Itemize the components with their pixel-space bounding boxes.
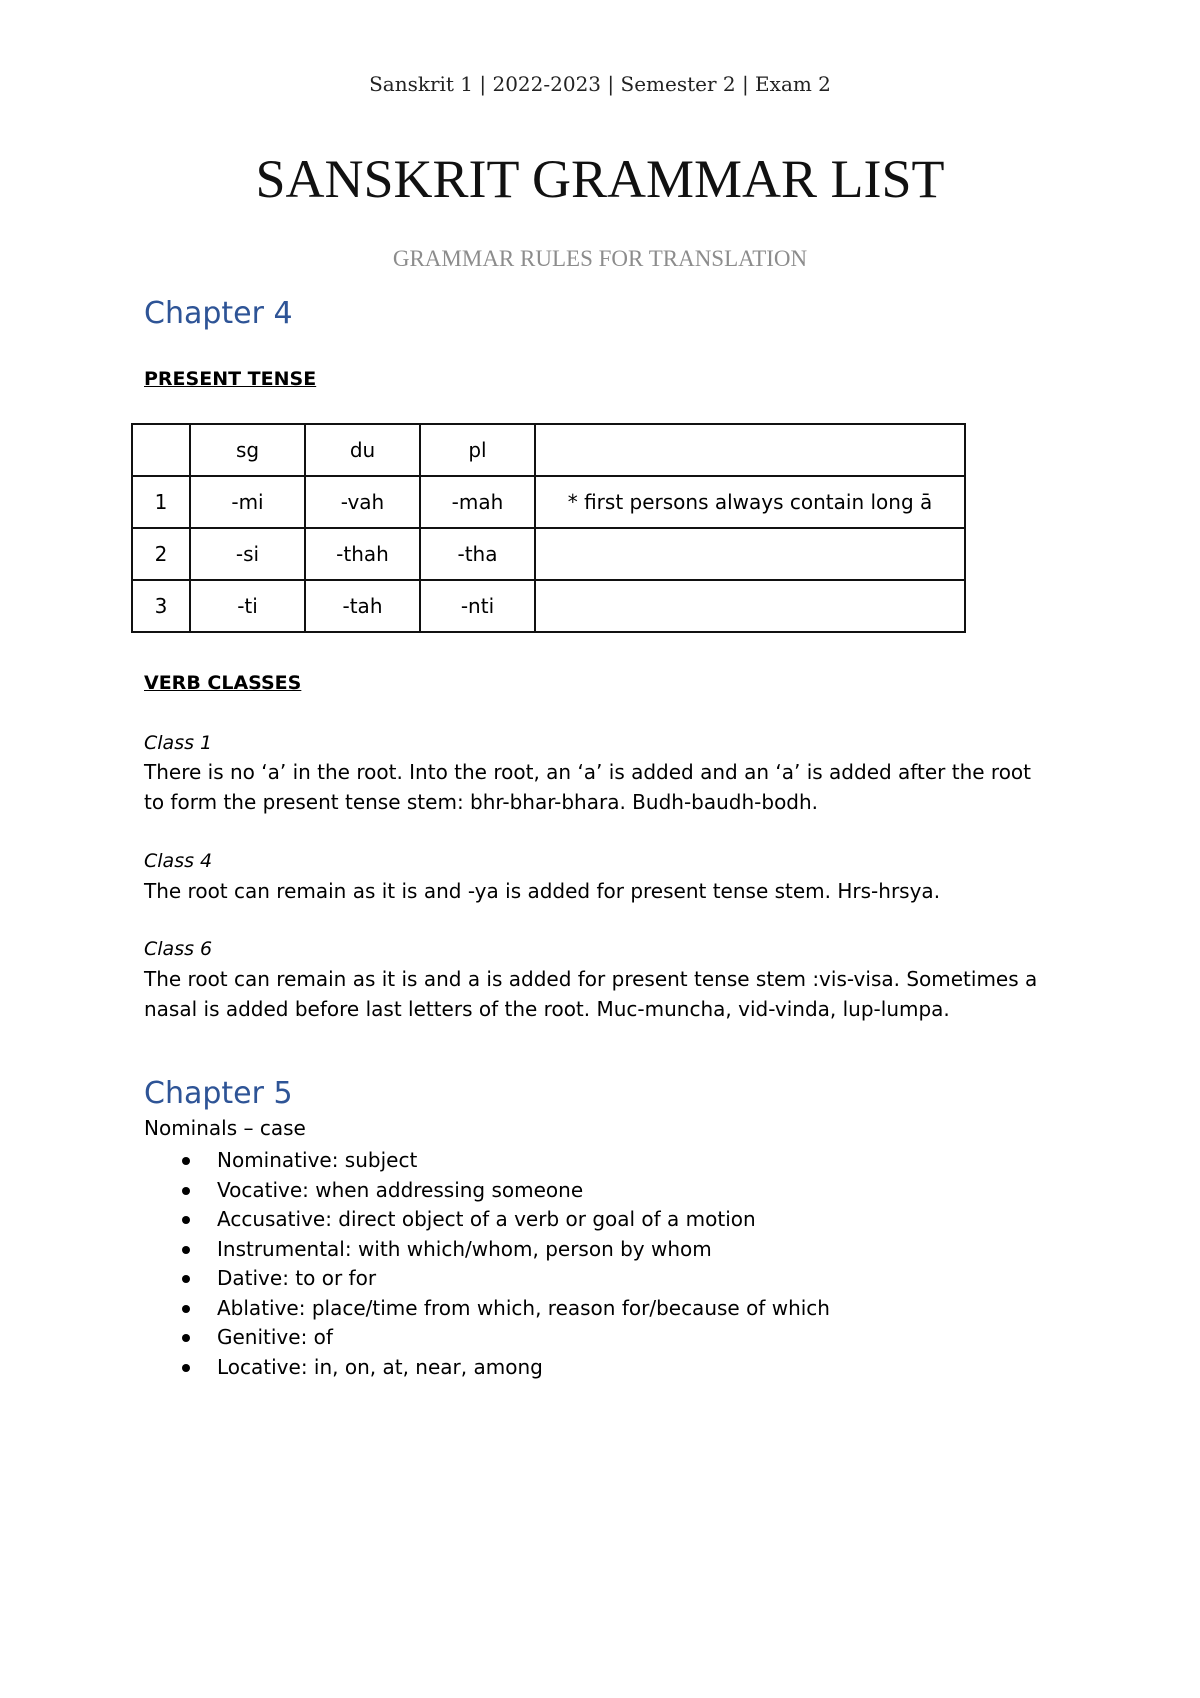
table-row — [132, 580, 965, 632]
table-cell: -ti — [190, 580, 305, 632]
bullet-icon — [182, 1246, 190, 1254]
document-subtitle: GRAMMAR RULES FOR TRANSLATION — [392, 246, 808, 271]
table-header-cell — [132, 424, 190, 476]
table-cell: -thah — [305, 528, 420, 580]
table-cell — [535, 528, 965, 580]
list-item — [144, 1264, 830, 1294]
list-item-text: Nominative: subject — [217, 1148, 418, 1172]
list-item-text: Locative: in, on, at, near, among — [217, 1354, 543, 1379]
chapter-5-heading: Chapter 5 — [144, 1076, 293, 1111]
list-item-text: Ablative: place/time from which, reason for/because of which — [217, 1295, 830, 1320]
table-note-cell: * first persons always contain long ā — [535, 476, 965, 528]
table-cell: -si — [190, 528, 305, 580]
bullet-icon — [182, 1275, 190, 1283]
table-cell: 3 — [132, 580, 190, 632]
table-cell: -tha — [420, 528, 535, 580]
list-item — [144, 1205, 830, 1235]
list-item-text: Genitive: of — [217, 1325, 333, 1349]
page-header: Sanskrit 1 | 2022-2023 | Semester 2 | Exam 2 — [369, 72, 831, 96]
list-item — [144, 1294, 830, 1324]
class-6-text: The root can remain as it is and a is added for present tense stem :vis-visa. Sometimes a nasal is added before last letters of the root. Muc-muncha, vid-vinda, lup-lumpa. — [144, 967, 1038, 1021]
nominals-case-title: Nominals – case — [144, 1116, 306, 1140]
bullet-icon — [182, 1157, 190, 1165]
table-cell: -mi — [190, 476, 305, 528]
class-6-title: Class 6 — [144, 938, 213, 960]
table-row — [132, 476, 965, 528]
table-row — [132, 528, 965, 580]
case-list — [144, 1146, 830, 1382]
bullet-icon — [182, 1187, 190, 1195]
present-tense-table — [131, 423, 966, 633]
table-cell — [535, 580, 965, 632]
class-4-title: Class 4 — [144, 850, 213, 872]
table-cell: -nti — [420, 580, 535, 632]
table-header-cell: pl — [420, 424, 535, 476]
chapter-4-heading: Chapter 4 — [144, 296, 293, 331]
class-4-text: The root can remain as it is and -ya is added for present tense stem. Hrs-hrsya. — [144, 879, 941, 903]
bullet-icon — [182, 1364, 190, 1372]
table-cell: 1 — [132, 476, 190, 528]
list-item — [144, 1146, 830, 1176]
bullet-icon — [182, 1216, 190, 1224]
document-title: SANSKRIT GRAMMAR LIST — [255, 149, 945, 209]
table-cell: 2 — [132, 528, 190, 580]
table-cell: -vah — [305, 476, 420, 528]
table-cell: -tah — [305, 580, 420, 632]
table-header-row — [132, 424, 965, 476]
list-item — [144, 1353, 830, 1383]
table-header-cell: du — [305, 424, 420, 476]
class-1-text: There is no ‘a’ in the root. Into the root, an ‘a’ is added and an ‘a’ is added after the root to form the present tense stem: bhr-bhar-bhara. Budh-baudh-bodh. — [144, 760, 1032, 814]
list-item-text: Instrumental: with which/whom, person by whom — [217, 1236, 712, 1261]
table-header-cell: sg — [190, 424, 305, 476]
table-cell: -mah — [420, 476, 535, 528]
list-item — [144, 1235, 830, 1265]
list-item-text: Dative: to or for — [217, 1266, 377, 1290]
verb-classes-heading: VERB CLASSES — [144, 672, 302, 694]
list-item-text: Vocative: when addressing someone — [217, 1177, 584, 1202]
table-header-cell — [535, 424, 965, 476]
bullet-icon — [182, 1334, 190, 1342]
bullet-icon — [182, 1305, 190, 1313]
class-1-title: Class 1 — [144, 732, 213, 754]
present-tense-heading: PRESENT TENSE — [144, 368, 317, 390]
list-item — [144, 1176, 830, 1206]
list-item-text: Accusative: direct object of a verb or goal of a motion — [217, 1207, 756, 1231]
list-item — [144, 1323, 830, 1353]
